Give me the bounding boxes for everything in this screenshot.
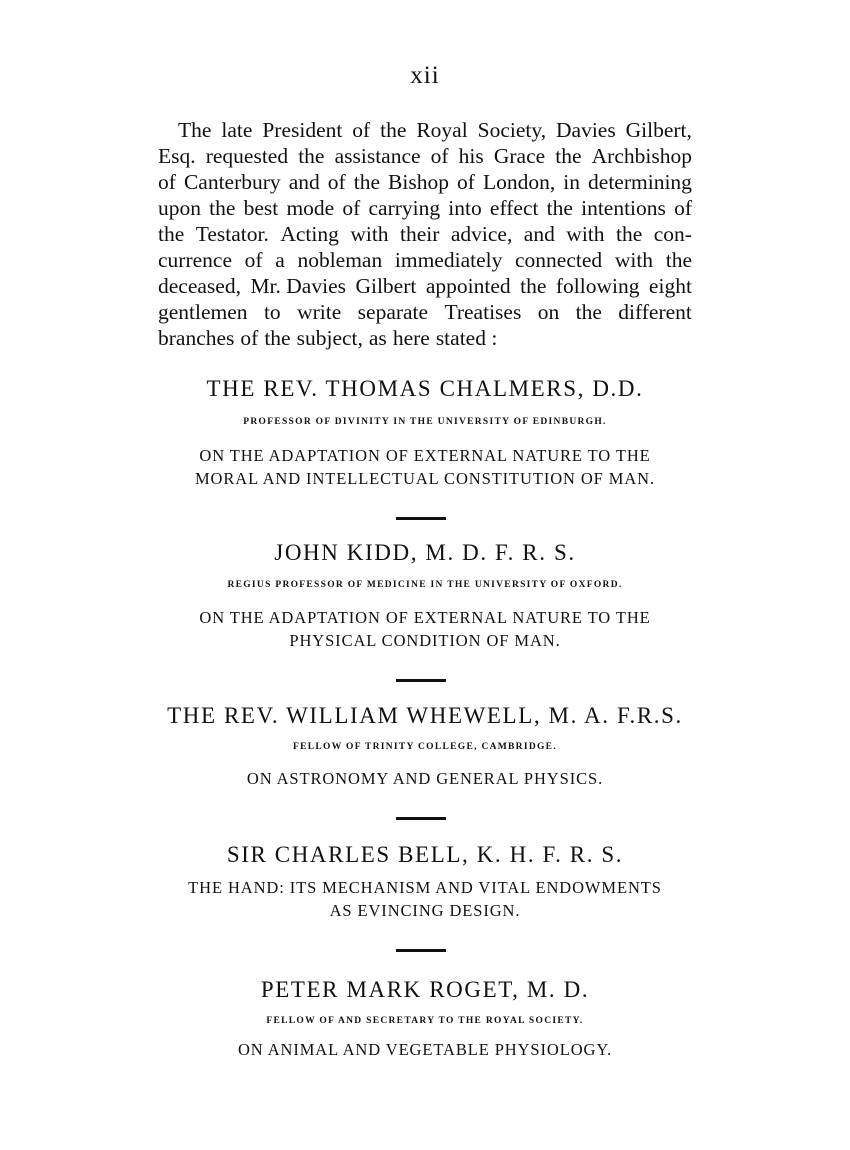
treatise-entry (0, 767, 850, 790)
intro-word: Archbishop (591, 144, 692, 168)
intro-paragraph (158, 117, 692, 351)
treatise-entry (0, 580, 850, 590)
intro-word: with (614, 248, 654, 272)
author-name: JOHN KIDD, M. D. F. R. S. (274, 540, 576, 565)
intro-word: the (555, 144, 582, 168)
intro-word: following (555, 274, 640, 298)
treatise-entry (0, 977, 850, 1003)
author-name: THE REV. WILLIAM WHEWELL, M. A. F.R.S. (167, 703, 683, 728)
treatise-topic-line: MORAL AND INTELLECTUAL CONSTITUTION OF MAN. (194, 469, 656, 488)
section-divider (396, 817, 446, 820)
intro-word: of (352, 118, 371, 142)
intro-word: on (537, 300, 560, 324)
intro-word: to (263, 300, 281, 324)
intro-word: of (430, 144, 449, 168)
intro-word: late (221, 118, 253, 142)
intro-word: of (342, 196, 361, 220)
treatise-entry (0, 703, 850, 729)
intro-word: Gilbert, (625, 118, 692, 142)
author-name: SIR CHARLES BELL, K. H. F. R. S. (226, 842, 624, 867)
intro-word: London, (482, 170, 556, 194)
treatise-topic-line: ON THE ADAPTATION OF EXTERNAL NATURE TO THE (199, 446, 651, 465)
treatise-topic-line: ON ASTRONOMY AND GENERAL PHYSICS. (246, 769, 604, 788)
treatise-entry (0, 417, 850, 427)
intro-word: gentlemen (158, 300, 248, 324)
intro-word: Grace (493, 144, 546, 168)
treatise-entry (0, 842, 850, 868)
intro-word: of (244, 248, 263, 272)
intro-word: the (264, 326, 291, 350)
section-divider (396, 517, 446, 520)
intro-word: the (575, 300, 602, 324)
intro-word: stated : (435, 326, 498, 350)
treatise-entry (0, 444, 850, 490)
treatise-topic-line: ON THE ADAPTATION OF EXTERNAL NATURE TO THE (199, 608, 651, 627)
intro-word: of (457, 170, 475, 194)
intro-word: Society, (477, 118, 547, 142)
intro-word: of (327, 170, 346, 194)
intro-word: of (158, 170, 176, 194)
author-name: PETER MARK ROGET, M. D. (260, 977, 590, 1002)
intro-word: Royal (416, 118, 468, 142)
intro-word: as (368, 326, 387, 350)
intro-word: determining (588, 170, 692, 194)
intro-word: Canterbury (183, 170, 281, 194)
treatise-entry (0, 540, 850, 566)
intro-word: intentions (581, 196, 666, 220)
intro-word: write (297, 300, 342, 324)
intro-word: best (243, 196, 279, 220)
treatise-topic-line: THE HAND: ITS MECHANISM AND VITAL ENDOWMENTS (188, 878, 662, 897)
treatise-entry (0, 606, 850, 652)
intro-word: Treatises (444, 300, 522, 324)
intro-word: the (520, 274, 547, 298)
intro-word: his (458, 144, 484, 168)
treatise-topic-line: PHYSICAL CONDITION OF MAN. (289, 631, 561, 650)
intro-word: the (353, 170, 381, 194)
intro-word: of (674, 196, 692, 220)
author-affiliation: FELLOW OF TRINITY COLLEGE, CAMBRIDGE. (293, 742, 557, 752)
intro-word: in (563, 170, 580, 194)
intro-word: currence (158, 248, 232, 272)
intro-word: requested (205, 144, 289, 168)
intro-word: Acting (280, 222, 339, 246)
treatise-entry (0, 876, 850, 922)
page-number: xii (410, 62, 440, 89)
intro-word: effect (489, 196, 539, 220)
intro-word: and (288, 170, 320, 194)
intro-word: the (665, 248, 692, 272)
intro-word: immediately (394, 248, 503, 272)
intro-line (158, 299, 692, 325)
intro-line (158, 117, 692, 143)
intro-word: Gilbert (355, 274, 417, 298)
intro-word: and (523, 222, 555, 246)
intro-word: the (546, 196, 573, 220)
intro-word: Bishop (388, 170, 449, 194)
intro-word: of (240, 326, 259, 350)
intro-word: different (618, 300, 692, 324)
intro-word: branches (158, 326, 235, 350)
intro-word: the (209, 196, 236, 220)
intro-word: with (350, 222, 389, 246)
treatise-topic-line: AS EVINCING DESIGN. (329, 901, 521, 920)
treatise-entry (0, 1016, 850, 1026)
intro-word: nobleman (297, 248, 383, 272)
intro-line (158, 325, 692, 351)
intro-word: into (448, 196, 482, 220)
author-affiliation: FELLOW OF AND SECRETARY TO THE ROYAL SOCIETY. (266, 1016, 584, 1026)
intro-word: appointed (425, 274, 511, 298)
intro-word: a (275, 248, 285, 272)
intro-word: here (392, 326, 430, 350)
intro-word: advice, (450, 222, 513, 246)
treatise-entry (0, 1038, 850, 1061)
intro-line (158, 143, 692, 169)
intro-word: the (298, 144, 325, 168)
intro-word: Davies (556, 118, 616, 142)
intro-line (158, 221, 692, 247)
intro-word: with (566, 222, 605, 246)
intro-word: mode (286, 196, 335, 220)
intro-word: carrying (368, 196, 441, 220)
section-divider (396, 949, 446, 952)
intro-word: eight (648, 274, 692, 298)
intro-line (158, 169, 692, 195)
treatise-topic-line: ON ANIMAL AND VEGETABLE PHYSIOLOGY. (237, 1040, 613, 1059)
treatise-entry (0, 742, 850, 752)
intro-word: subject, (296, 326, 363, 350)
intro-word: the (615, 222, 643, 246)
intro-word: separate (357, 300, 429, 324)
intro-line (158, 247, 692, 273)
intro-word: the (380, 118, 407, 142)
intro-word: Testator. (195, 222, 269, 246)
intro-word: upon (158, 196, 201, 220)
intro-word: con- (653, 222, 692, 246)
intro-line (158, 195, 692, 221)
author-affiliation: REGIUS PROFESSOR OF MEDICINE IN THE UNIVERSITY OF OXFORD. (227, 580, 623, 590)
intro-word: Esq. (158, 144, 196, 168)
author-name: THE REV. THOMAS CHALMERS, D.D. (206, 376, 644, 401)
section-divider (396, 679, 446, 682)
intro-word: assistance (334, 144, 421, 168)
intro-word: deceased, (158, 274, 241, 298)
intro-line (158, 273, 692, 299)
intro-word: connected (515, 248, 603, 272)
intro-word: Mr. Davies (250, 274, 346, 298)
intro-word: The (178, 118, 212, 142)
intro-word: President (262, 118, 343, 142)
intro-word: their (400, 222, 440, 246)
author-affiliation: PROFESSOR OF DIVINITY IN THE UNIVERSITY OF EDINBURGH. (243, 417, 607, 427)
intro-word: the (158, 222, 185, 246)
treatise-entry (0, 376, 850, 402)
